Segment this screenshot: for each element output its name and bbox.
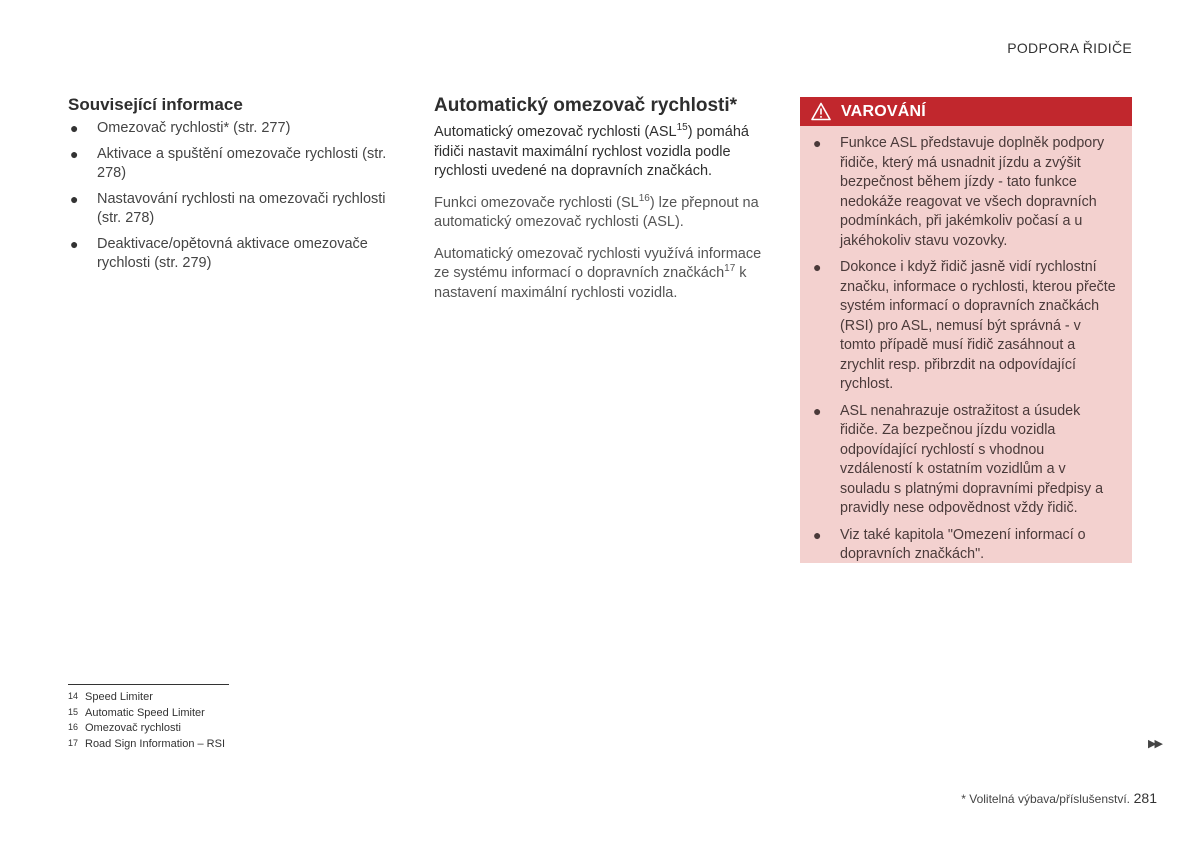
related-link[interactable]: ● Aktivace a spuštění omezovače rychlosti (str. 278) [70, 146, 387, 181]
bullet-icon: ● [813, 135, 822, 151]
related-info-title: Související informace [68, 95, 243, 114]
page-number: 281 [1133, 790, 1157, 806]
warning-title: VAROVÁNÍ [841, 102, 926, 120]
body-paragraph-rsi: Automatický omezovač rychlosti využívá informace ze systému informací o dopravních značkách$^{17}$ k nastavení maximální rychlosti vozidla. [434, 245, 762, 301]
footnote-item: 14 Speed Limiter [68, 691, 153, 703]
related-info-section [68, 95, 398, 280]
main-section [434, 95, 774, 315]
footnote-item: 17 Road Sign Information – RSI [68, 737, 226, 750]
bullet-icon: ● [70, 191, 79, 207]
warning-triangle-icon [811, 102, 831, 122]
related-link[interactable]: ● Omezovač rychlosti* (str. 277) [70, 120, 291, 136]
footnote-item: 16 Omezovač rychlosti [68, 722, 181, 734]
bullet-icon: ● [70, 120, 79, 136]
section-header: PODPORA ŘIDIČE [1007, 40, 1132, 56]
main-title: Automatický omezovač rychlosti* [434, 95, 738, 116]
bullet-icon: ● [70, 236, 79, 252]
double-chevron-right-icon[interactable]: ▶▶ [1148, 738, 1161, 750]
warning-list [800, 126, 1132, 565]
lead-paragraph: Automatický omezovač rychlosti (ASL$^{15}$) pomáhá řidiči nastavit maximální rychlost vozidla podle rychlosti uvedené na dopravních značkách. [434, 122, 749, 179]
optional-equipment-note: * Volitelná výbava/příslušenství. [961, 792, 1130, 806]
bullet-icon: ● [813, 526, 822, 543]
footnote-divider [68, 684, 229, 685]
warning-item: ● Dokonce i když řidič jasně vidí rychlostní značku, informace o rychlosti, kterou přečte systém informací o dopravních značkách (RSI) pro ASL, nemusí být správná - v tomto případě musí řidič zasáhnout a zrychlit resp. přibrzdit na odpovídající rychlost. [813, 259, 1116, 392]
footnote-ref-16: 16 [638, 192, 650, 204]
warning-item: ● ASL nenahrazuje ostražitost a úsudek řidiče. Za bezpečnou jízdu vozidla odpovídající rychlostí s vhodnou vzdáleností k ostatním vozidlům a v souladu s platnými dopravními předpisy a pravidly nese odpovědnost vždy řidič. [813, 402, 1104, 516]
footnote-item: 15 Automatic Speed Limiter [68, 706, 205, 719]
bullet-icon: ● [813, 259, 822, 275]
warning-header [800, 97, 1132, 126]
footnote-ref-15: 15 [676, 122, 688, 133]
related-link[interactable]: ● Deaktivace/opětovná aktivace omezovače rychlosti (str. 279) [70, 236, 368, 271]
related-link[interactable]: ● Nastavování rychlosti na omezovači rychlosti (str. 278) [70, 191, 386, 226]
warning-item: ● Funkce ASL představuje doplněk podpory řidiče, který má usnadnit jízdu a zvýšit bezpečnost během jízdy - tato funkce nedokáže reagovat ve všech dopravních podmínkách, při jakémkoliv počasí a u jakéhokoliv stavu vozovky. [813, 135, 1105, 249]
bullet-icon: ● [813, 402, 822, 419]
footnote-ref-17: 17 [724, 263, 736, 274]
warning-item: ● Viz také kapitola "Omezení informací o dopravních značkách". [813, 526, 1086, 562]
warning-box [800, 97, 1132, 563]
bullet-icon: ● [70, 146, 79, 162]
related-info-list [68, 119, 398, 273]
body-paragraph-sl: Funkci omezovače rychlosti (SL$^{16}$) lze přepnout na automatický omezovač rychlosti (ASL). [434, 192, 759, 230]
footnotes [68, 689, 225, 751]
